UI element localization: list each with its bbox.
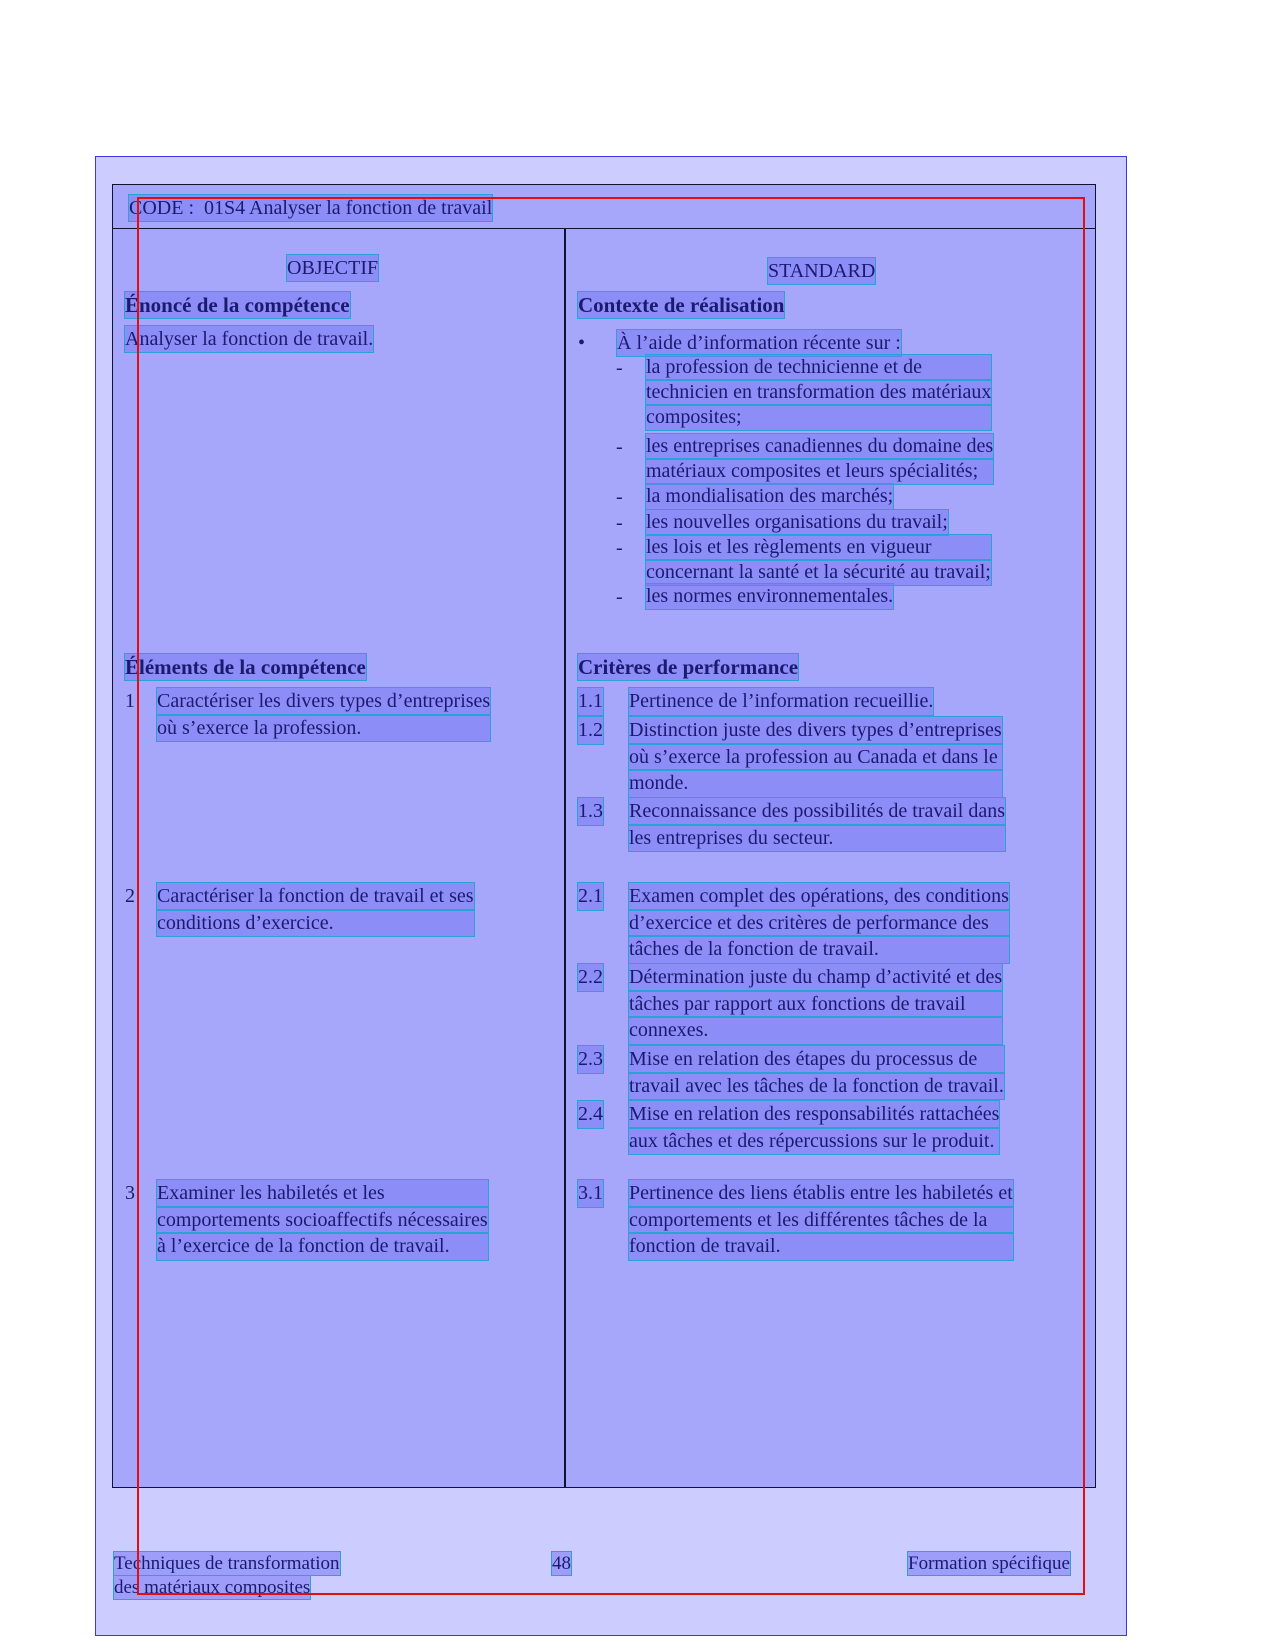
contexte-dash: - [616, 586, 623, 608]
contexte-item-line: la mondialisation des marchés; [646, 485, 894, 507]
critere-text-line: aux tâches et des répercussions sur le produit. [629, 1128, 999, 1155]
competency-table [112, 184, 1096, 1488]
contexte-item-line: matériaux composites et leurs spécialités; [646, 459, 993, 484]
column-divider [564, 229, 566, 1487]
contexte-dash: - [616, 537, 623, 559]
critere-text-line: fonction de travail. [629, 1233, 1013, 1260]
critere-number: 3.1 [578, 1180, 603, 1207]
contexte-item-line: les normes environnementales. [646, 585, 894, 607]
critere-text-line: Reconnaissance des possibilités de travail dans [629, 798, 1005, 825]
contexte-bullet: • [578, 332, 586, 354]
critere-text-line: Pertinence de l’information recueillie. [629, 688, 933, 715]
element-text-line: comportements socioaffectifs nécessaires [157, 1207, 488, 1234]
element-text [157, 1180, 488, 1260]
contexte-dash: - [616, 486, 623, 508]
critere-text-line: Mise en relation des étapes du processus de [629, 1046, 1004, 1073]
contexte-item-line: composites; [646, 405, 991, 430]
contexte-item [646, 434, 993, 484]
footer-left-line1: Techniques de transformation [114, 1553, 340, 1574]
contexte-item [646, 484, 893, 509]
critere-text [629, 1101, 999, 1154]
critere-text-line: travail avec les tâches de la fonction de travail. [629, 1073, 1004, 1100]
footer-page-number: 48 [552, 1553, 571, 1574]
contexte-item-line: les lois et les règlements en vigueur [646, 535, 991, 560]
critere-text [629, 688, 933, 715]
critere-text-line: Distinction juste des divers types d’entreprises [629, 717, 1002, 744]
critere-text-line: Pertinence des liens établis entre les habiletés et [629, 1180, 1013, 1207]
critere-number: 1.2 [578, 717, 603, 744]
contexte-dash: - [616, 436, 623, 458]
code-header-row [113, 185, 1095, 229]
element-text-line: Caractériser la fonction de travail et ses [157, 883, 474, 910]
critere-text-line: tâches de la fonction de travail. [629, 936, 1009, 963]
element-text-line: où s’exerce la profession. [157, 715, 490, 742]
contexte-intro: À l’aide d’information récente sur : [617, 332, 901, 354]
element-number: 1 [125, 690, 135, 712]
critere-text [629, 798, 1005, 851]
standard-title: STANDARD [768, 260, 876, 282]
element-text [157, 883, 474, 936]
code-line [129, 195, 492, 221]
contexte-heading: Contexte de réalisation [578, 293, 785, 317]
critere-text-line: les entreprises du secteur. [629, 825, 1005, 852]
contexte-item [646, 510, 948, 535]
critere-text-line: monde. [629, 770, 1002, 797]
critere-text-line: connexes. [629, 1017, 1002, 1044]
critere-number: 2.1 [578, 883, 603, 910]
contexte-item [646, 584, 893, 609]
contexte-item [646, 355, 991, 430]
code-value: 01S4 Analyser la fonction de travail [204, 197, 493, 219]
critere-text-line: Examen complet des opérations, des conditions [629, 883, 1009, 910]
contexte-item [646, 535, 991, 585]
critere-text [629, 1046, 1004, 1099]
enonce-heading: Énoncé de la compétence [125, 293, 350, 317]
critere-text-line: Mise en relation des responsabilités rattachées [629, 1101, 999, 1128]
critere-number: 1.1 [578, 688, 603, 715]
element-number: 2 [125, 885, 135, 907]
element-number: 3 [125, 1182, 135, 1204]
critere-text-line: tâches par rapport aux fonctions de travail [629, 991, 1002, 1018]
element-text-line: Examiner les habiletés et les [157, 1180, 488, 1207]
contexte-dash: - [616, 512, 623, 534]
critere-number: 2.3 [578, 1046, 603, 1073]
objectif-title: OBJECTIF [287, 257, 379, 279]
contexte-item-line: concernant la santé et la sécurité au travail; [646, 561, 991, 583]
critere-text [629, 883, 1009, 963]
critere-text-line: d’exercice et des critères de performance des [629, 910, 1009, 937]
critere-text [629, 964, 1002, 1044]
critere-number: 2.2 [578, 964, 603, 991]
element-text-line: conditions d’exercice. [157, 910, 474, 937]
critere-number: 1.3 [578, 798, 603, 825]
criteres-heading: Critères de performance [578, 655, 799, 679]
element-text-line: à l’exercice de la fonction de travail. [157, 1233, 488, 1260]
contexte-item-line: la profession de technicienne et de [646, 355, 991, 380]
critere-text [629, 1180, 1013, 1260]
footer-right: Formation spécifique [908, 1553, 1070, 1574]
critere-text-line: où s’exerce la profession au Canada et dans le [629, 744, 1002, 771]
contexte-item-line: technicien en transformation des matériaux [646, 381, 992, 403]
enonce-text: Analyser la fonction de travail. [125, 328, 374, 350]
element-text [157, 688, 490, 741]
contexte-item-line: les entreprises canadiennes du domaine des [646, 435, 994, 457]
contexte-dash: - [616, 357, 623, 379]
critere-text [629, 717, 1002, 797]
element-text-line: Caractériser les divers types d’entreprises [157, 688, 490, 715]
elements-heading: Éléments de la compétence [125, 655, 366, 679]
critere-text-line: Détermination juste du champ d’activité et des [629, 964, 1002, 991]
contexte-item-line: les nouvelles organisations du travail; [646, 511, 948, 533]
footer-left-line2: des matériaux composites [114, 1577, 311, 1598]
critere-number: 2.4 [578, 1101, 603, 1128]
critere-text-line: comportements et les différentes tâches de la [629, 1207, 1013, 1234]
code-label: CODE : [129, 197, 194, 219]
